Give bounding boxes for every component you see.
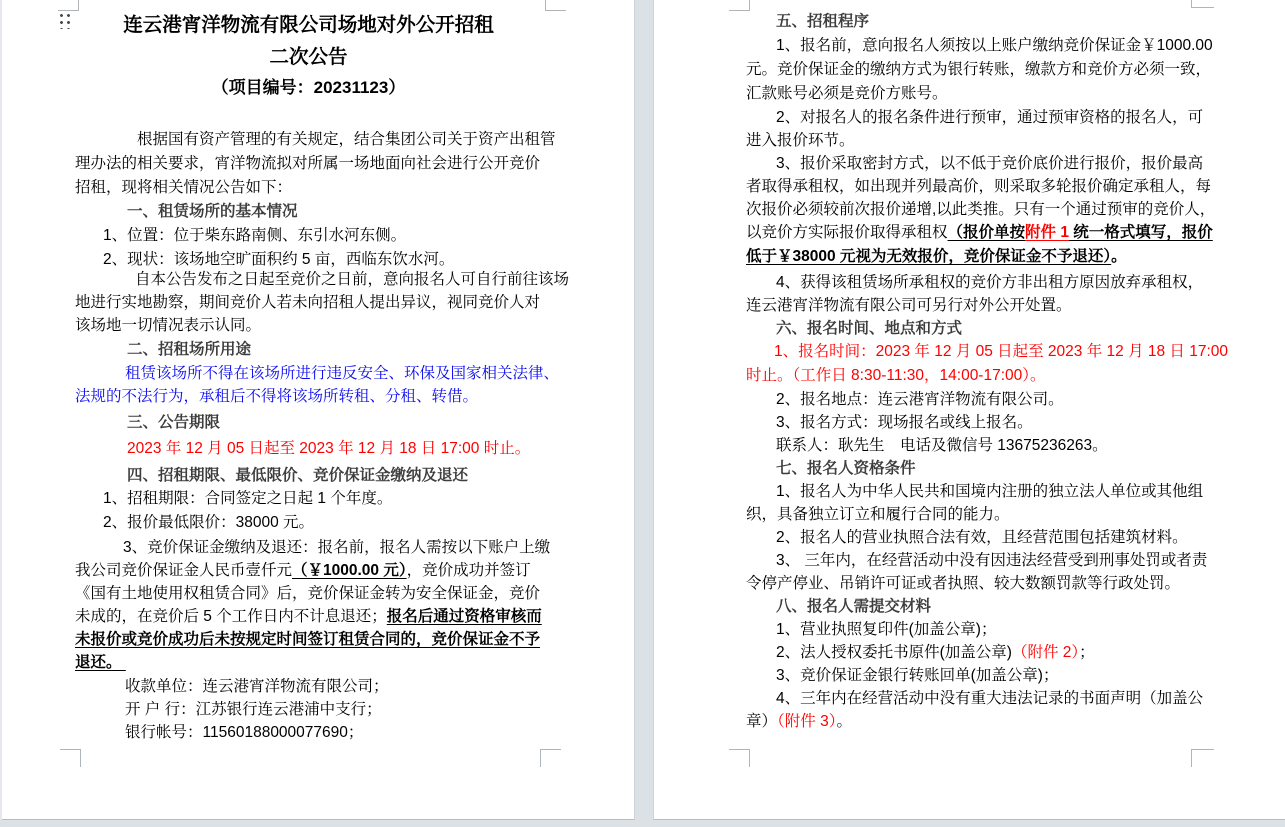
text-segment: 该场地一切情况表示认同。	[75, 317, 262, 334]
text-segment: 3、 三年内，在经营活动中没有因违法经营受到刑事处罚或者责	[776, 552, 1208, 569]
text-line	[746, 503, 1010, 526]
text-segment: 织，具备独立订立和履行合同的能力。	[746, 506, 1010, 523]
text-line	[746, 82, 948, 105]
page-2	[653, 0, 1285, 820]
text-line	[776, 457, 916, 480]
text-segment: 4、三年内在经营活动中没有重大违法记录的书面声明（加盖公	[776, 690, 1204, 707]
page-1	[2, 0, 635, 820]
text-segment: 《国有土地使用权租赁合同》后，竞价保证金转为安全保证金，竞价	[75, 585, 541, 602]
text-line	[746, 129, 855, 152]
text-line	[746, 175, 1211, 198]
text-line	[746, 364, 1046, 387]
text-line	[776, 618, 996, 641]
text-line	[75, 582, 540, 605]
text-line	[776, 411, 1033, 434]
text-segment: 低于￥38000 元视为无效报价，竞价保证金不予退还）	[746, 248, 1112, 265]
text-segment: 附件 1	[1025, 224, 1069, 241]
text-segment: 一、租赁场所的基本情况	[127, 203, 298, 220]
text-line	[776, 687, 1203, 710]
text-line	[125, 362, 559, 385]
text-line	[746, 710, 852, 733]
text-line	[103, 487, 392, 510]
text-segment: （项目编号：20231123）	[211, 78, 406, 97]
text-segment: 4、获得该租赁场所承租权的竞价方非出租方原因放弃承租权，	[776, 274, 1204, 291]
text-line	[75, 385, 478, 408]
text-segment: 根据国有资产管理的有关规定，结合集团公司关于资产出租管	[137, 131, 556, 148]
text-line	[127, 338, 251, 361]
text-line	[776, 152, 1203, 175]
text-segment: 八、报名人需提交材料	[776, 598, 932, 615]
text-segment: 2、法人授权委托书原件(加盖公章)	[776, 644, 1012, 661]
text-line	[127, 464, 468, 487]
text-segment: 3、竞价保证金缴纳及退还：报名前，报名人需按以下账户上缴	[123, 539, 551, 556]
text-segment: 地进行实地勘察，期间竞价人若未向招租人提出异议，视同竞价人对	[75, 294, 541, 311]
text-line	[746, 221, 1213, 244]
crop-mark-top-right	[1191, 0, 1214, 8]
text-line	[75, 314, 261, 337]
text-segment: 自本公告发布之日起至竞价之日前，意向报名人可自行前往该场	[135, 271, 570, 288]
text-line	[75, 176, 292, 199]
text-segment: 2、报名地点：连云港宵洋物流有限公司。	[776, 391, 1064, 408]
text-segment: 七、报名人资格条件	[776, 460, 916, 477]
text-segment: 五、招租程序	[776, 13, 870, 30]
text-segment: 法规的不法行为，承租后不得将该场所转租、分租、转借。	[75, 388, 479, 405]
text-segment: 租赁该场所不得在该场所进行违反安全、环保及国家相关法律、	[125, 365, 560, 382]
text-segment: 1、营业执照复印件(加盖公章)；	[776, 621, 997, 638]
text-segment: 令停产停业、吊销许可证或者执照、较大数额罚款等行政处罚。	[746, 575, 1181, 592]
text-segment: 收款单位：连云港宵洋物流有限公司；	[125, 678, 389, 695]
crop-mark-bottom-right	[1191, 749, 1214, 767]
text-segment: 二、招租场所用途	[127, 341, 252, 358]
text-line	[75, 12, 542, 38]
text-line	[746, 245, 1127, 268]
text-segment: 次报价必须较前次报价递增,以此类推。只有一个通过预审的竞价人，	[746, 201, 1216, 218]
text-segment: 3、报价采取密封方式，以不低于竞价底价进行报价，报价最高	[776, 155, 1204, 172]
text-line	[75, 152, 540, 175]
text-segment: 1、报名前，意向报名人须按以上账户缴纳竞价保证金￥1000.00	[776, 37, 1213, 54]
text-segment: 3、竞价保证金银行转账回单(加盖公章)；	[776, 667, 1059, 684]
text-line	[776, 388, 1064, 411]
text-segment: 理办法的相关要求，宵洋物流拟对所属一场地面向社会进行公开竞价	[75, 155, 541, 172]
text-line	[75, 44, 542, 70]
text-line	[103, 511, 314, 534]
text-line	[75, 605, 542, 628]
text-line	[776, 34, 1213, 57]
text-segment: 。	[836, 713, 852, 730]
text-segment: （附件 2）	[1011, 644, 1080, 661]
text-segment: 2023 年 12 月 05 日起至 2023 年 12 月 18 日 17:00 时止。	[127, 440, 531, 457]
text-line	[75, 651, 126, 674]
text-segment: 1、报名人为中华人民共和国境内注册的独立法人单位或其他组	[776, 483, 1204, 500]
text-segment: 联系人：耿先生 电话及微信号 13675236263。	[776, 437, 1108, 454]
text-line	[776, 595, 931, 618]
text-line	[127, 437, 530, 460]
text-line	[137, 128, 556, 151]
text-segment: 2、报价最低限价：38000 元。	[103, 514, 315, 531]
crop-mark-top-left	[58, 0, 79, 11]
text-segment: （报价单按	[947, 224, 1026, 241]
text-line	[125, 675, 389, 698]
text-line	[75, 291, 540, 314]
text-segment: 2、对报名人的报名条件进行预审，通过预审资格的报名人，可	[776, 109, 1204, 126]
text-line	[127, 411, 220, 434]
text-segment: 我公司竞价保证金人民币壹仟元	[75, 562, 293, 579]
text-segment: 2、报名人的营业执照合法有效，且经营范围包括建筑材料。	[776, 529, 1188, 546]
text-segment: 3、报名方式：现场报名或线上报名。	[776, 414, 1033, 431]
crop-mark-bottom-right	[540, 749, 561, 767]
text-segment: 1、位置：位于柴东路南侧、东引水河东侧。	[103, 227, 407, 244]
text-segment: （￥1000.00 元）	[292, 562, 407, 579]
text-line	[746, 58, 1211, 81]
text-segment: 二次公告	[269, 46, 348, 68]
text-line	[125, 721, 363, 744]
crop-mark-top-left	[729, 0, 750, 11]
text-line	[123, 536, 550, 559]
text-line	[75, 559, 531, 582]
text-segment: 元。竞价保证金的缴纳方式为银行转账，缴款方和竞价方必须一致，	[746, 61, 1212, 78]
text-segment: 未成的，在竞价后 5 个工作日内不计息退还；	[75, 608, 387, 625]
text-line	[125, 698, 382, 721]
crop-mark-top-right	[545, 0, 566, 11]
text-line	[776, 10, 869, 33]
text-segment: 以竞价方实际报价取得承租权	[746, 224, 948, 241]
text-segment: 三、公告期限	[127, 414, 221, 431]
text-line	[776, 271, 1203, 294]
text-line	[776, 106, 1203, 129]
text-line	[776, 549, 1207, 572]
text-line	[135, 268, 569, 291]
crop-mark-bottom-left	[729, 749, 750, 767]
text-segment: 章）	[746, 713, 778, 730]
text-segment: 进入报价环节。	[746, 132, 855, 149]
text-line	[776, 526, 1188, 549]
text-line	[774, 340, 1228, 363]
text-segment: 2、现状：该场地空旷面积约 5 亩，西临东饮水河。	[103, 251, 455, 268]
text-line	[776, 664, 1058, 687]
text-line	[75, 77, 542, 100]
text-line	[776, 641, 1095, 664]
text-segment: 连云港宵洋物流有限公司场地对外公开招租	[123, 14, 494, 36]
text-segment: 银行帐号：11560188000077690；	[125, 724, 364, 741]
text-segment: 者取得承租权，如出现并列最高价，则采取多轮报价确定承租人，每	[746, 178, 1212, 195]
drag-handle-icon[interactable]	[57, 11, 72, 29]
text-segment: 报名后通过资格审核而	[386, 608, 542, 625]
text-segment: 退还。	[75, 654, 126, 671]
text-segment: 1、报名时间：2023 年 12 月 05 日起至 2023 年 12 月 18 日 17:00	[774, 343, 1229, 360]
text-segment: 招租，现将相关情况公告如下：	[75, 179, 293, 196]
text-line	[746, 198, 1215, 221]
text-segment: 1、招租期限：合同签定之日起 1 个年度。	[103, 490, 393, 507]
text-segment: ，竞价成功并签订	[406, 562, 531, 579]
text-segment: 。	[1111, 248, 1127, 265]
text-segment: 连云港宵洋物流有限公司可另行对外公开处置。	[746, 297, 1072, 314]
text-segment: 统一格式填写，报价	[1068, 224, 1213, 241]
text-segment: 开 户 行：江苏银行连云港浦中支行；	[125, 701, 382, 718]
text-line	[127, 200, 298, 223]
text-line	[776, 480, 1203, 503]
text-segment: 时止。（工作日 8:30-11:30，14:00-17:00）。	[746, 367, 1046, 384]
text-segment: 四、招租期限、最低限价、竞价保证金缴纳及退还	[127, 467, 469, 484]
text-line	[746, 294, 1072, 317]
text-segment: 未报价或竞价成功后未按规定时间签订租赁合同的，竞价保证金不予	[75, 631, 541, 648]
text-segment: ；	[1079, 644, 1095, 661]
text-line	[746, 572, 1180, 595]
crop-mark-bottom-left	[60, 749, 81, 767]
text-segment: 汇款账号必须是竞价方账号。	[746, 85, 948, 102]
text-line	[103, 224, 406, 247]
text-segment: 六、报名时间、地点和方式	[776, 320, 963, 337]
text-line	[776, 434, 1108, 457]
text-segment: （附件 3）	[777, 713, 837, 730]
text-line	[776, 317, 962, 340]
text-line	[75, 628, 540, 651]
